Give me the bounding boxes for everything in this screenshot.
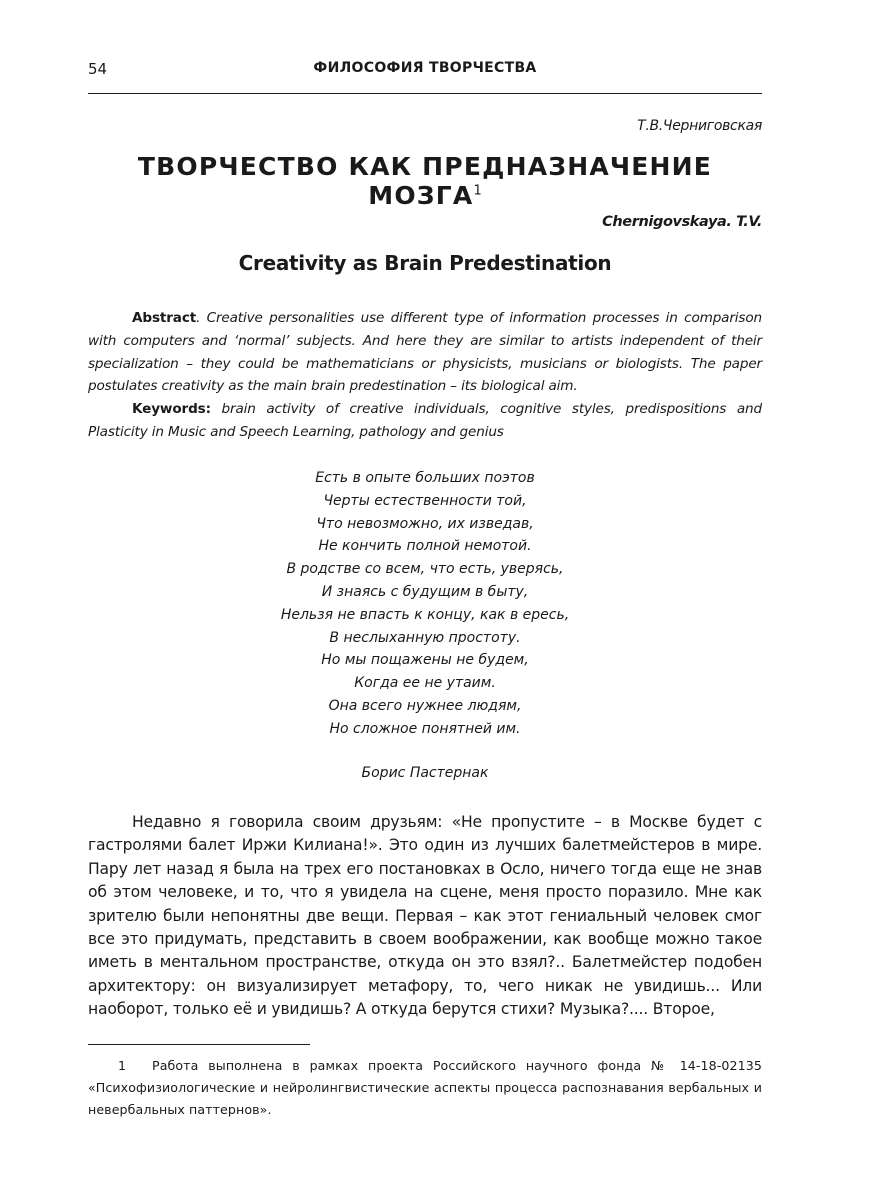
article-title-english: Creativity as Brain Predestination [238,251,612,275]
poem-line: В родстве со всем, что есть, уверясь, [286,561,564,578]
footnote-reference[interactable]: 1 [473,183,482,199]
poem-line: Но сложное понятней им. [329,720,521,737]
abstract-label: Abstract [132,310,197,326]
keywords-label: Keywords: [132,401,211,417]
poem-line: Есть в опыте больших поэтов [315,470,535,486]
poem-line: Нельзя не впасть к концу, как в ересь, [280,606,570,623]
poem-line: Что невозможно, их изведав, [316,515,534,532]
footnote-text: Работа выполнена в рамках проекта Российского научного фонда № 14-18-02135 «Психофизиологические и нейролингвистические аспекты процесса распознавания вербальных и невербальных паттернов». [88,1058,762,1117]
keywords-text: brain activity of creative individuals, cognitive styles, predispositions and Plasticity in Music and Speech Learning, pathology and genius [88,401,762,440]
footnote-divider [88,1044,310,1045]
keywords [88,398,762,444]
poem-line: В неслыханную простоту. [329,629,521,646]
footnote-number: 1 [118,1058,127,1073]
header-divider [88,93,762,94]
poem-line: Черты естественности той, [323,492,527,509]
poem-line: Не кончить полной немотой. [318,538,532,555]
page-number: 54 [88,60,108,78]
poem-line: Когда ее не утаим. [354,675,496,692]
author-russian: Т.В.Черниговская [637,118,762,134]
running-title: ФИЛОСОФИЯ ТВОРЧЕСТВА [313,60,537,76]
body-paragraph: Недавно я говорила своим друзьям: «Не пропустите – в Москве будет с гастролями балет Иржи Килиана!». Это один из лучших балетмейстеров в мире. Пару лет назад я была на трех его постановках в Осло, ничего тогда еще не знав об этом человеке, и то, что я увидела на сцене, меня просто поразило. Мне как зрителю были непонятны две вещи. Первая – как этот гениальный человек смог все это придумать, представить в своем воображении, как вообще можно такое иметь в ментальном пространстве, откуда он это взял?.. Балетмейстер подобен архитектору: он визуализирует метафору, то, чего никак не увидишь... Или наоборот, только её и увидишь? А откуда берутся стихи? Музыка?.... Второе, [88,813,762,1019]
footnote [88,1055,762,1121]
running-header [88,60,762,84]
poem-line: И знаясь с будущим в быту, [321,583,529,600]
title-ru-text: ТВОРЧЕСТВО КАК ПРЕДНАЗНАЧЕНИЕ МОЗГА [137,152,713,210]
article-title-russian [88,152,762,210]
epigraph-author: Борис Пастернак [361,765,489,781]
poem-line: Она всего нужнее людям, [328,697,522,714]
abstract [88,307,762,398]
author-english: Chernigovskaya. T.V. [602,214,762,230]
poem-line: Но мы пощажены не будем, [321,652,529,669]
abstract-text: . Creative personalities use different type of information processes in comparison with computers and ‘normal’ subjects. And here they are similar to artists independent of their specialization – they could be mathematicians or physicists, musicians or biologists. The paper postulates creativity as the main brain predestination – its biological aim. [88,310,762,395]
epigraph-poem [88,467,762,741]
